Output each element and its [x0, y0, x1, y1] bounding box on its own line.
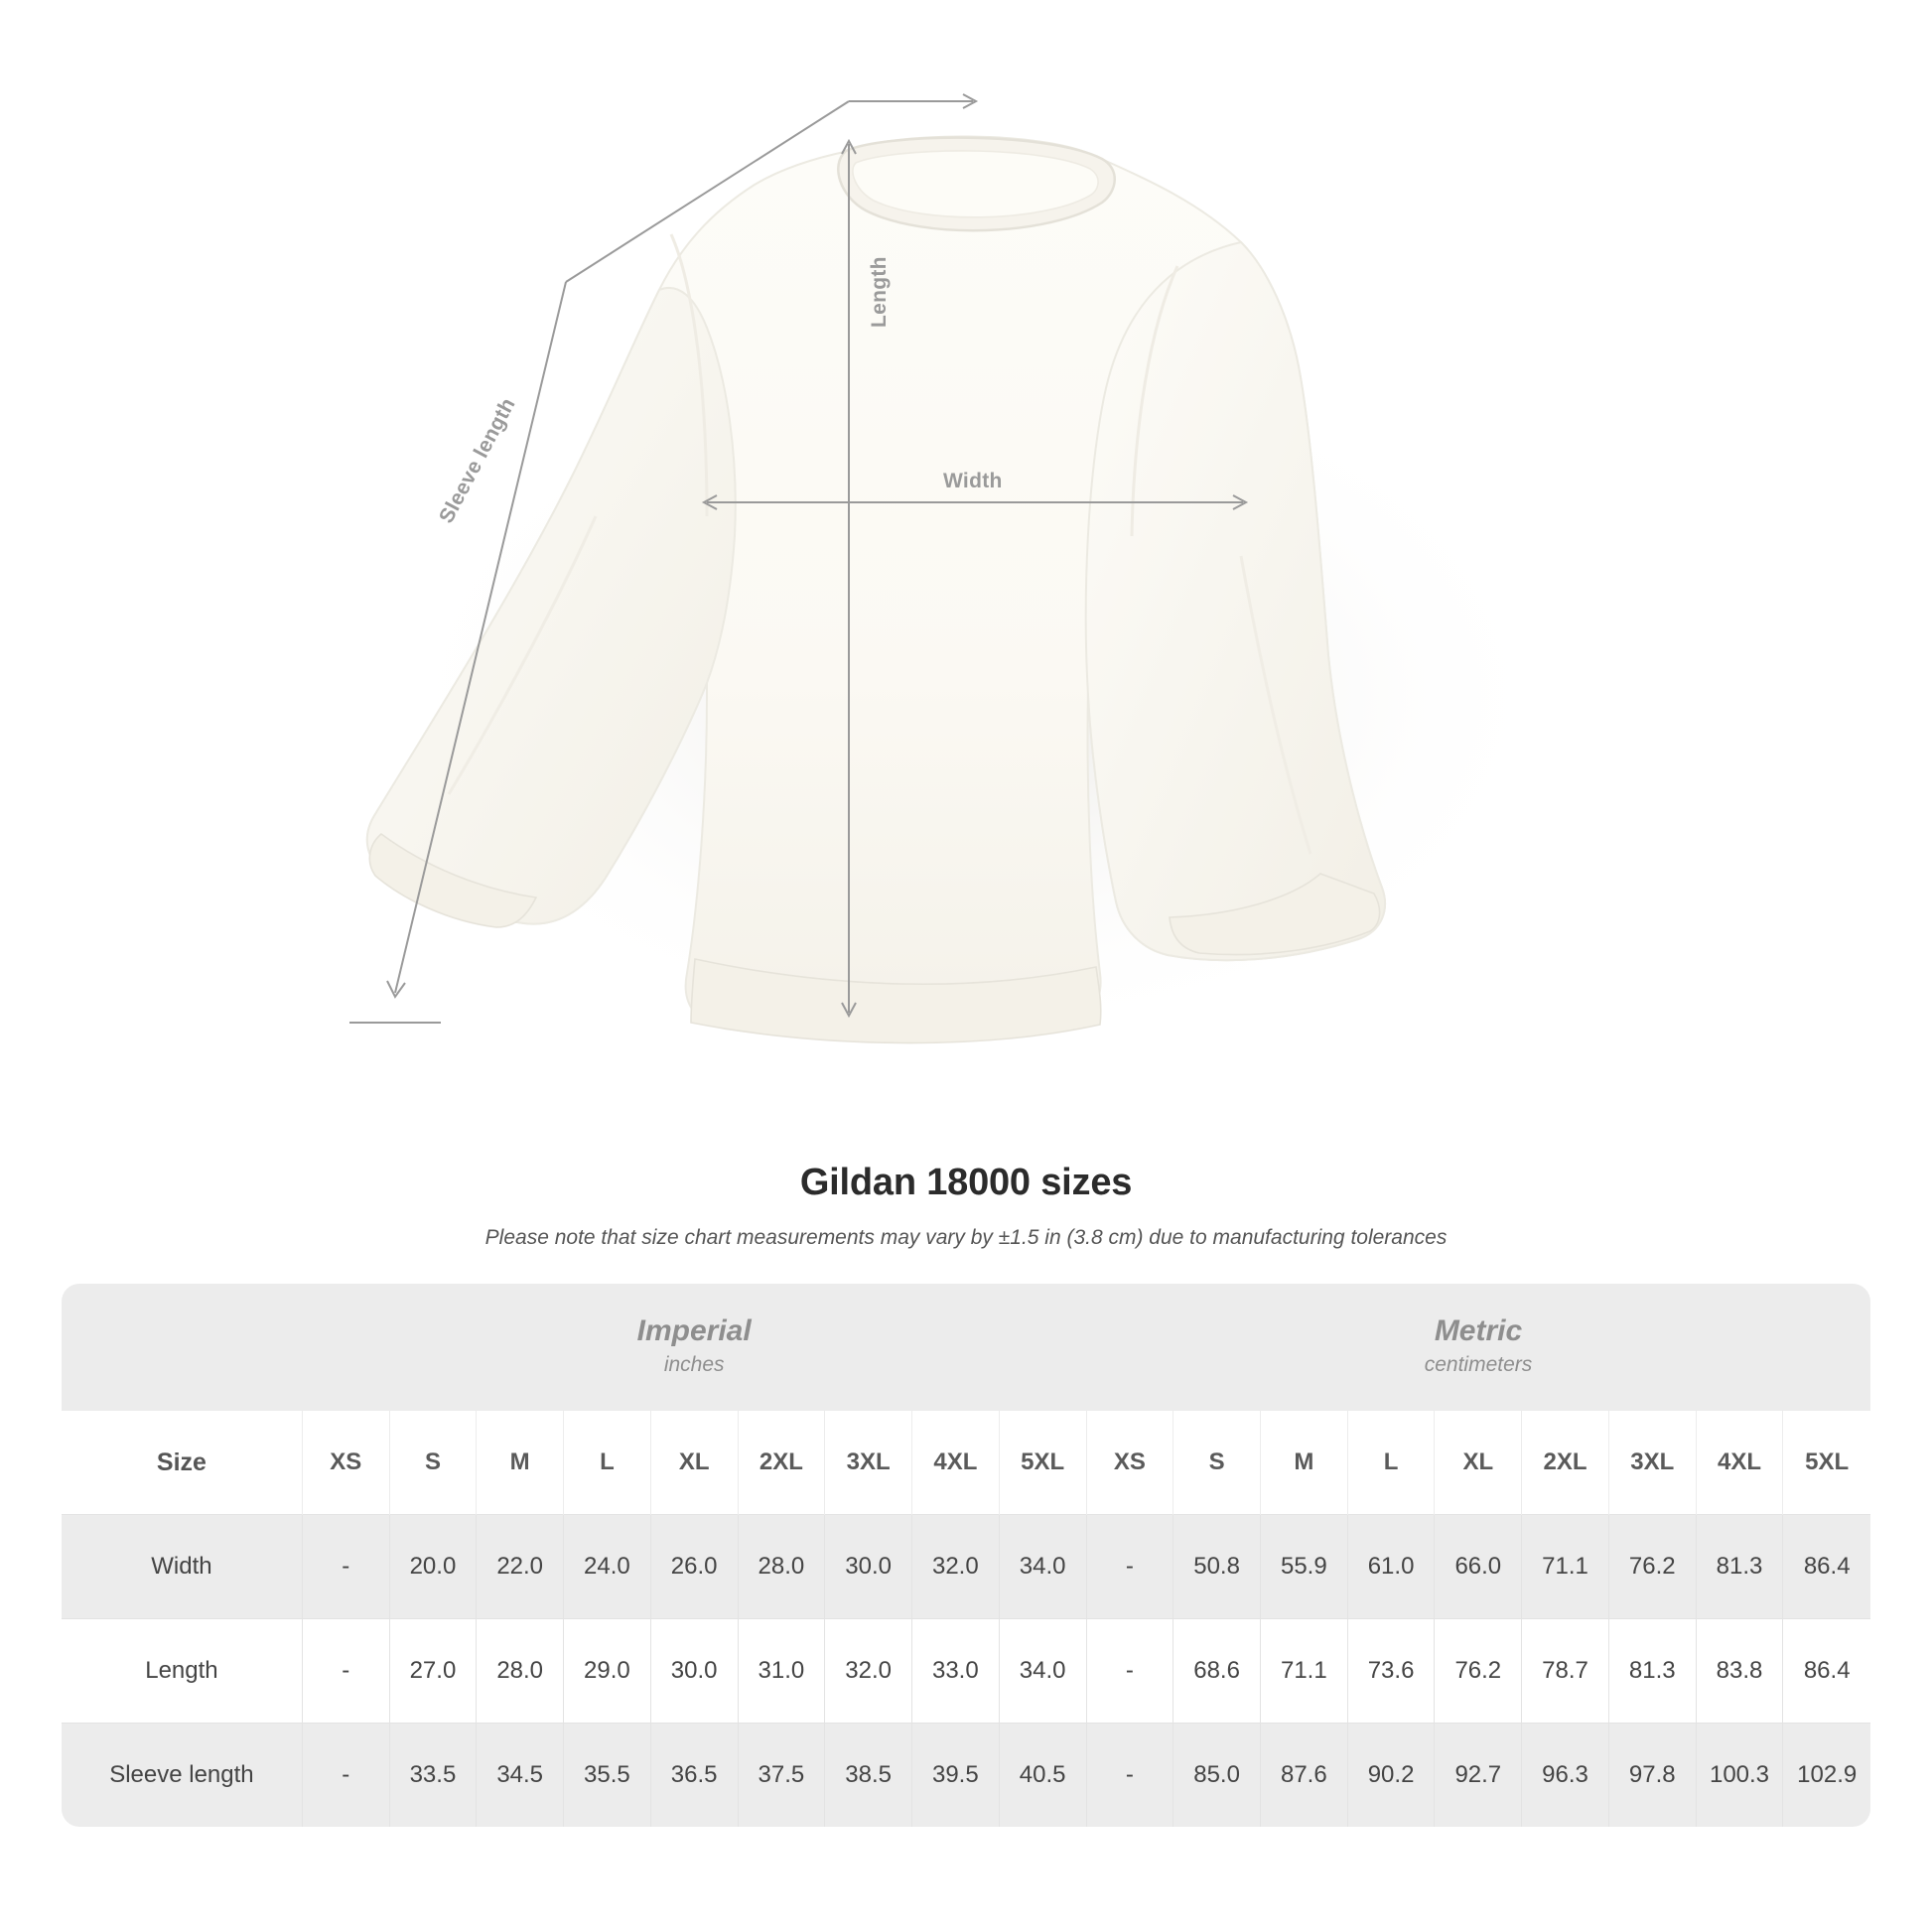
header-size-imperial-4xl: 4XL — [911, 1411, 999, 1515]
header-size-imperial-xl: XL — [650, 1411, 738, 1515]
row-label-sleeve-length: Sleeve length — [62, 1724, 302, 1828]
header-size-imperial-3xl: 3XL — [825, 1411, 912, 1515]
unit-header-row — [62, 1284, 1870, 1411]
cell-length-imperial-l: 29.0 — [564, 1619, 651, 1724]
cell-width-imperial-xl: 26.0 — [650, 1515, 738, 1619]
length-dimension-label: Length — [868, 256, 891, 328]
cell-sleeve-metric-s: 85.0 — [1173, 1724, 1261, 1828]
row-label-length: Length — [62, 1619, 302, 1724]
cell-width-imperial-s: 20.0 — [389, 1515, 477, 1619]
cell-sleeve-imperial-s: 33.5 — [389, 1724, 477, 1828]
cell-width-imperial-l: 24.0 — [564, 1515, 651, 1619]
page-title: Gildan 18000 sizes — [799, 1162, 1133, 1203]
header-size-metric-xs: XS — [1086, 1411, 1173, 1515]
cell-width-metric-l: 61.0 — [1347, 1515, 1435, 1619]
size-table — [62, 1284, 1870, 1827]
header-size-imperial-xs: XS — [302, 1411, 389, 1515]
cell-sleeve-metric-3xl: 97.8 — [1608, 1724, 1696, 1828]
header-size-metric-m: M — [1260, 1411, 1347, 1515]
cell-width-imperial-4xl: 32.0 — [911, 1515, 999, 1619]
cell-width-metric-4xl: 81.3 — [1696, 1515, 1783, 1619]
size-table-wrapper — [62, 1284, 1870, 1827]
cell-length-metric-xs: - — [1086, 1619, 1173, 1724]
header-size-metric-3xl: 3XL — [1608, 1411, 1696, 1515]
unit-sub-imperial: inches — [663, 1352, 725, 1376]
header-size-metric-2xl: 2XL — [1522, 1411, 1609, 1515]
cell-length-imperial-2xl: 31.0 — [738, 1619, 825, 1724]
cell-width-metric-xl: 66.0 — [1435, 1515, 1522, 1619]
cell-sleeve-metric-5xl: 102.9 — [1783, 1724, 1870, 1828]
header-size-imperial-5xl: 5XL — [999, 1411, 1086, 1515]
cell-length-imperial-xs: - — [302, 1619, 389, 1724]
header-size-metric-xl: XL — [1435, 1411, 1522, 1515]
header-size-imperial-l: L — [564, 1411, 651, 1515]
cell-length-metric-m: 71.1 — [1260, 1619, 1347, 1724]
cell-width-metric-3xl: 76.2 — [1608, 1515, 1696, 1619]
header-size-imperial-s: S — [389, 1411, 477, 1515]
cell-width-metric-m: 55.9 — [1260, 1515, 1347, 1619]
row-label-width: Width — [62, 1515, 302, 1619]
cell-sleeve-imperial-xs: - — [302, 1724, 389, 1828]
header-size-metric-4xl: 4XL — [1696, 1411, 1783, 1515]
sleeve-length-dimension-label: Sleeve length — [435, 394, 520, 527]
cell-sleeve-imperial-l: 35.5 — [564, 1724, 651, 1828]
size-header-row — [62, 1411, 1870, 1515]
cell-width-imperial-5xl: 34.0 — [999, 1515, 1086, 1619]
header-size-imperial-2xl: 2XL — [738, 1411, 825, 1515]
cell-width-imperial-2xl: 28.0 — [738, 1515, 825, 1619]
cell-length-imperial-m: 28.0 — [477, 1619, 564, 1724]
title-block — [0, 1162, 1932, 1250]
unit-name-imperial: Imperial — [636, 1314, 752, 1347]
cell-length-metric-4xl: 83.8 — [1696, 1619, 1783, 1724]
cell-length-metric-5xl: 86.4 — [1783, 1619, 1870, 1724]
cell-sleeve-metric-2xl: 96.3 — [1522, 1724, 1609, 1828]
chart-disclaimer: Please note that size chart measurements may vary by ±1.5 in (3.8 cm) due to manufacturing tolerances — [484, 1226, 1448, 1249]
unit-header-metric — [1086, 1284, 1870, 1411]
cell-length-imperial-xl: 30.0 — [650, 1619, 738, 1724]
table-row — [62, 1515, 1870, 1619]
cell-width-metric-2xl: 71.1 — [1522, 1515, 1609, 1619]
cell-length-metric-xl: 76.2 — [1435, 1619, 1522, 1724]
table-row — [62, 1724, 1870, 1828]
cell-sleeve-imperial-xl: 36.5 — [650, 1724, 738, 1828]
cell-length-imperial-5xl: 34.0 — [999, 1619, 1086, 1724]
cell-length-metric-2xl: 78.7 — [1522, 1619, 1609, 1724]
cell-length-metric-l: 73.6 — [1347, 1619, 1435, 1724]
cell-length-metric-s: 68.6 — [1173, 1619, 1261, 1724]
cell-width-metric-s: 50.8 — [1173, 1515, 1261, 1619]
cell-sleeve-metric-xs: - — [1086, 1724, 1173, 1828]
cell-sleeve-metric-xl: 92.7 — [1435, 1724, 1522, 1828]
cell-width-imperial-xs: - — [302, 1515, 389, 1619]
cell-length-imperial-4xl: 33.0 — [911, 1619, 999, 1724]
cell-sleeve-metric-l: 90.2 — [1347, 1724, 1435, 1828]
cell-length-imperial-3xl: 32.0 — [825, 1619, 912, 1724]
unit-spacer-cell — [62, 1284, 302, 1411]
cell-length-metric-3xl: 81.3 — [1608, 1619, 1696, 1724]
cell-sleeve-metric-m: 87.6 — [1260, 1724, 1347, 1828]
cell-sleeve-metric-4xl: 100.3 — [1696, 1724, 1783, 1828]
width-dimension-label: Width — [943, 470, 1003, 492]
cell-sleeve-imperial-4xl: 39.5 — [911, 1724, 999, 1828]
unit-sub-metric: centimeters — [1424, 1352, 1533, 1376]
cell-sleeve-imperial-m: 34.5 — [477, 1724, 564, 1828]
cell-length-imperial-s: 27.0 — [389, 1619, 477, 1724]
cell-width-metric-xs: - — [1086, 1515, 1173, 1619]
header-size-metric-s: S — [1173, 1411, 1261, 1515]
cell-sleeve-imperial-3xl: 38.5 — [825, 1724, 912, 1828]
header-size-metric-l: L — [1347, 1411, 1435, 1515]
table-row — [62, 1619, 1870, 1724]
header-size-label: Size — [62, 1411, 302, 1515]
cell-sleeve-imperial-5xl: 40.5 — [999, 1724, 1086, 1828]
cell-width-metric-5xl: 86.4 — [1783, 1515, 1870, 1619]
header-size-metric-5xl: 5XL — [1783, 1411, 1870, 1515]
header-size-imperial-m: M — [477, 1411, 564, 1515]
cell-width-imperial-m: 22.0 — [477, 1515, 564, 1619]
unit-header-imperial — [302, 1284, 1086, 1411]
cell-width-imperial-3xl: 30.0 — [825, 1515, 912, 1619]
unit-name-metric: Metric — [1434, 1314, 1523, 1347]
cell-sleeve-imperial-2xl: 37.5 — [738, 1724, 825, 1828]
